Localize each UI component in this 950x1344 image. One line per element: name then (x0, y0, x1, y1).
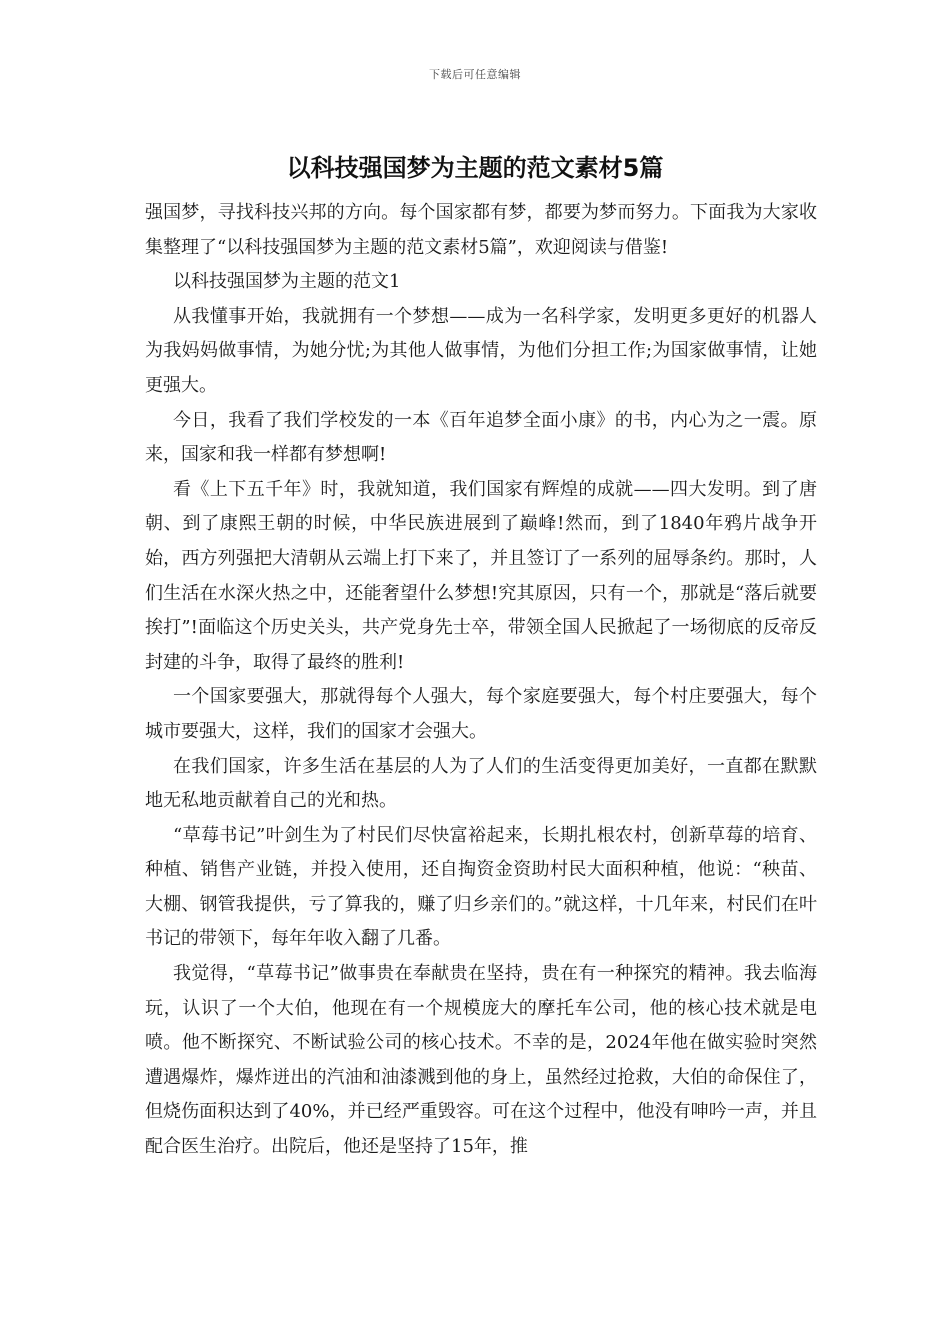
page-header-note: 下载后可任意编辑 (429, 68, 521, 81)
body-paragraph: 看《上下五千年》时，我就知道，我们国家有辉煌的成就——四大发明。到了唐朝、到了康熙王朝的时候，中华民族进展到了巅峰!然而，到了1840年鸦片战争开始，西方列强把大清朝从云端上打下来了，并且签订了一系列的屈辱条约。那时，人们生活在水深火热之中，还能奢望什么梦想!究其原因，只有一个，那就是“落后就要挨打”!面临这个历史关头，共产党身先士卒，带领全国人民掀起了一场彻底的反帝反封建的斗争，取得了最终的胜利! (145, 478, 817, 673)
body-paragraph: 一个国家要强大，那就得每个人强大，每个家庭要强大，每个村庄要强大，每个城市要强大，这样，我们的国家才会强大。 (145, 686, 817, 742)
intro-paragraph: 强国梦，寻找科技兴邦的方向。每个国家都有梦，都要为梦而努力。下面我为大家收集整理了“以科技强国梦为主题的范文素材5篇”，欢迎阅读与借鉴! (145, 202, 817, 258)
document-body (145, 196, 817, 1165)
body-paragraph: 从我懂事开始，我就拥有一个梦想——成为一名科学家，发明更多更好的机器人为我妈妈做事情，为她分忧;为其他人做事情，为他们分担工作;为国家做事情，让她更强大。 (145, 305, 817, 396)
section-heading: 以科技强国梦为主题的范文1 (173, 271, 401, 293)
body-paragraph: 在我们国家，许多生活在基层的人为了人们的生活变得更加美好，一直都在默默地无私地贡献着自己的光和热。 (145, 755, 817, 812)
body-paragraph: “草莓书记”叶剑生为了村民们尽快富裕起来，长期扎根农村，创新草莓的培育、种植、销售产业链，并投入使用，还自掏资金资助村民大面积种植，他说：“秧苗、大棚、钢管我提供，亏了算我的，赚了归乡亲们的。”就这样，十几年来，村民们在叶书记的带领下，每年年收入翻了几番。 (145, 824, 817, 950)
body-paragraph: 今日，我看了我们学校发的一本《百年追梦全面小康》的书，内心为之一震。原来，国家和我一样都有梦想啊! (145, 409, 817, 466)
body-paragraph: 我觉得，“草莓书记”做事贵在奉献贵在坚持，贵在有一种探究的精神。我去临海玩，认识了一个大伯，他现在有一个规模庞大的摩托车公司，他的核心技术就是电喷。他不断探究、不断试验公司的核心技术。不幸的是，2024年他在做实验时突然遭遇爆炸，爆炸迸出的汽油和油漆溅到他的身上，虽然经过抢救，大伯的命保住了，但烧伤面积达到了40%，并已经严重毁容。可在这个过程中，他没有呻吟一声，并且配合医生治疗。出院后，他还是坚持了15年，推 (145, 963, 817, 1158)
document-title: 以科技强国梦为主题的范文素材5篇 (286, 154, 664, 182)
